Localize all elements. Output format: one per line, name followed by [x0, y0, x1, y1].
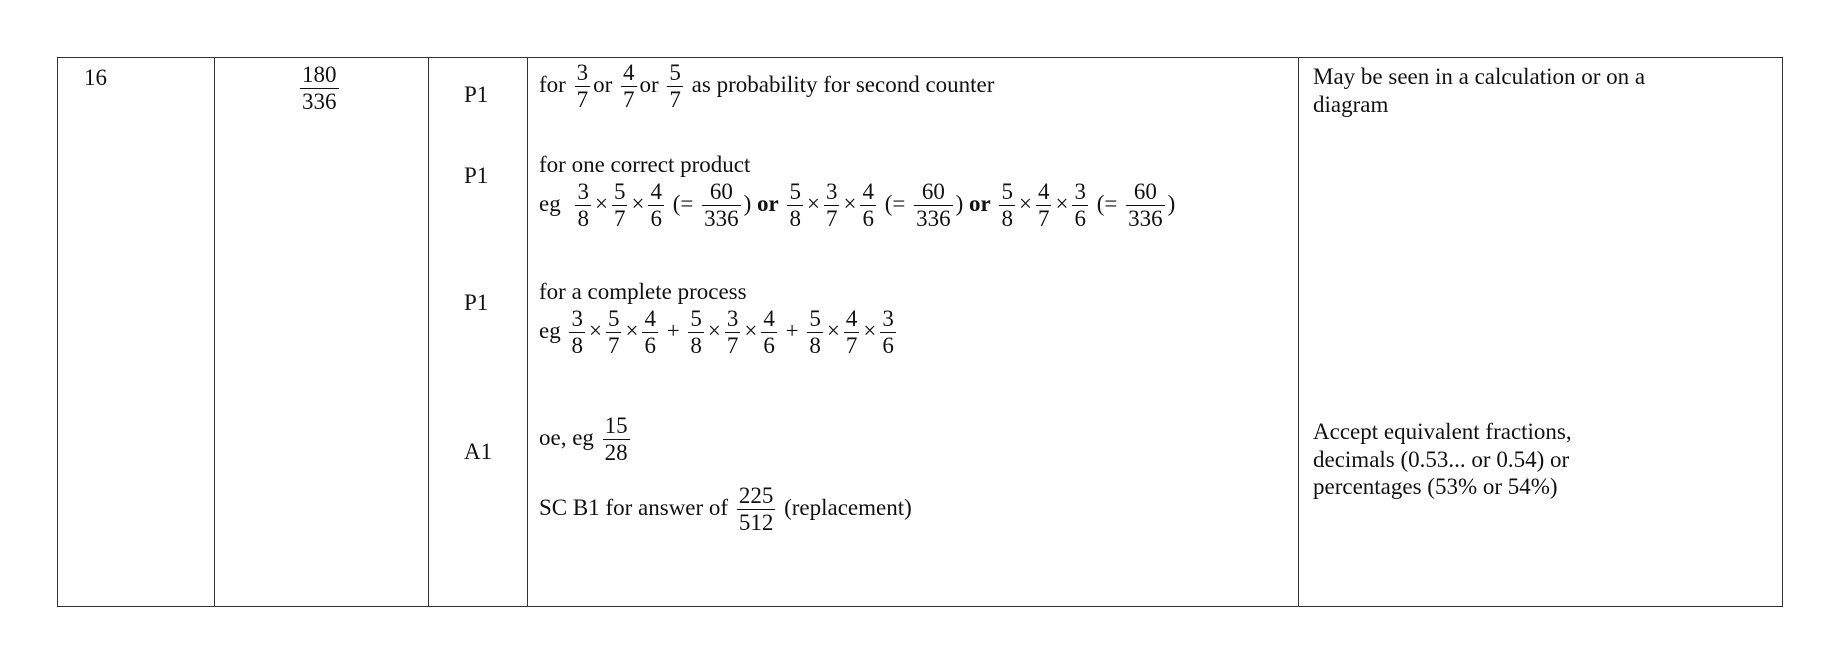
- numerator: 5: [789, 179, 801, 204]
- replacement-note: (replacement): [784, 495, 912, 521]
- times-symbol: ×: [1018, 191, 1032, 217]
- column-divider: [428, 58, 429, 606]
- denominator: 336: [1128, 206, 1163, 232]
- numerator: 4: [650, 179, 662, 204]
- denominator: 8: [789, 206, 801, 232]
- numerator: 5: [607, 306, 620, 331]
- or-text: or: [593, 72, 613, 98]
- column-divider: [1298, 58, 1299, 606]
- times-symbol: ×: [594, 191, 608, 217]
- row2-products: [539, 179, 1175, 233]
- row4-special-case: [539, 483, 912, 537]
- numerator: 4: [1037, 179, 1050, 204]
- question-number: 16: [84, 65, 107, 90]
- close-paren: ): [1167, 191, 1176, 217]
- equals-open: (=: [1096, 191, 1118, 217]
- or-text: or: [639, 72, 659, 98]
- denominator: 512: [738, 510, 774, 536]
- denominator: 7: [825, 206, 838, 232]
- column-divider: [214, 58, 215, 606]
- denominator: 28: [604, 440, 628, 466]
- numerator: 3: [726, 306, 739, 331]
- eg-label: eg: [539, 318, 561, 344]
- close-paren: ): [955, 191, 964, 217]
- answer-denominator: 336: [302, 89, 337, 115]
- denominator: 8: [577, 206, 589, 232]
- mark-code: P1: [464, 163, 489, 188]
- special-case-text: SC B1 for answer of: [539, 495, 729, 521]
- times-symbol: ×: [707, 318, 721, 344]
- numerator: 5: [1001, 179, 1013, 204]
- answer-numerator: 180: [302, 62, 337, 87]
- numerator: 3: [571, 306, 583, 331]
- numerator: 5: [613, 179, 626, 204]
- times-symbol: ×: [588, 318, 602, 344]
- times-symbol: ×: [826, 318, 840, 344]
- denominator: 7: [623, 87, 635, 113]
- denominator: 7: [576, 87, 589, 113]
- probability-description: as probability for second counter: [691, 72, 995, 98]
- row1-content: [539, 60, 994, 114]
- numerator: 3: [576, 60, 589, 85]
- numerator: 4: [845, 306, 858, 331]
- times-symbol: ×: [631, 191, 645, 217]
- denominator: 6: [1074, 206, 1086, 232]
- lead-text: for: [539, 72, 566, 98]
- times-symbol: ×: [625, 318, 639, 344]
- denominator: 6: [650, 206, 662, 232]
- denominator: 6: [763, 333, 775, 359]
- answer-fraction: [300, 62, 339, 116]
- denominator: 6: [644, 333, 656, 359]
- numerator: 3: [882, 306, 894, 331]
- numerator: 3: [577, 179, 589, 204]
- row4-oe: [539, 413, 633, 467]
- numerator: 4: [644, 306, 656, 331]
- numerator: 5: [809, 306, 821, 331]
- oe-label: oe, eg: [539, 425, 594, 451]
- numerator: 4: [623, 60, 635, 85]
- numerator: 4: [862, 179, 874, 204]
- numerator: 60: [1133, 179, 1157, 204]
- times-symbol: ×: [806, 191, 820, 217]
- mark-scheme-table: [57, 57, 1783, 607]
- times-symbol: ×: [744, 318, 758, 344]
- denominator: 7: [726, 333, 739, 359]
- denominator: 8: [690, 333, 702, 359]
- numerator: 5: [690, 306, 702, 331]
- or-text: or: [969, 191, 991, 217]
- denominator: 8: [571, 333, 583, 359]
- mark-code: P1: [464, 82, 489, 107]
- numerator: 225: [738, 483, 774, 508]
- or-text: or: [757, 191, 779, 217]
- denominator: 7: [669, 87, 681, 113]
- row3-title: for a complete process: [539, 279, 747, 304]
- numerator: 15: [604, 413, 628, 438]
- denominator: 7: [613, 206, 626, 232]
- row2-title: for one correct product: [539, 152, 751, 177]
- plus-symbol: +: [785, 318, 799, 344]
- equals-open: (=: [884, 191, 906, 217]
- eg-label: eg: [539, 191, 561, 217]
- times-symbol: ×: [863, 318, 877, 344]
- denominator: 336: [704, 206, 739, 232]
- times-symbol: ×: [1055, 191, 1069, 217]
- guidance-note: [1313, 63, 1645, 118]
- times-symbol: ×: [843, 191, 857, 217]
- note-line: decimals (0.53... or 0.54) or: [1313, 446, 1570, 472]
- equals-open: (=: [672, 191, 694, 217]
- denominator: 8: [809, 333, 821, 359]
- note-line: diagram: [1313, 91, 1389, 117]
- note-line: May be seen in a calculation or on a: [1313, 64, 1646, 89]
- numerator: 3: [825, 179, 838, 204]
- denominator: 7: [845, 333, 858, 359]
- note-line: percentages (53% or 54%): [1313, 474, 1558, 500]
- numerator: 4: [763, 306, 775, 331]
- close-paren: ): [743, 191, 752, 217]
- guidance-note: [1313, 418, 1572, 501]
- numerator: 5: [669, 60, 681, 85]
- denominator: 8: [1001, 206, 1013, 232]
- numerator: 60: [921, 179, 945, 204]
- mark-code: P1: [464, 290, 489, 315]
- numerator: 3: [1074, 179, 1086, 204]
- mark-code: A1: [464, 439, 493, 464]
- column-divider: [527, 58, 528, 606]
- denominator: 6: [882, 333, 894, 359]
- denominator: 336: [916, 206, 951, 232]
- note-line: Accept equivalent fractions,: [1313, 419, 1572, 444]
- plus-symbol: +: [666, 318, 680, 344]
- denominator: 7: [607, 333, 620, 359]
- denominator: 6: [862, 206, 874, 232]
- denominator: 7: [1037, 206, 1050, 232]
- numerator: 60: [709, 179, 733, 204]
- row3-process: [539, 306, 899, 360]
